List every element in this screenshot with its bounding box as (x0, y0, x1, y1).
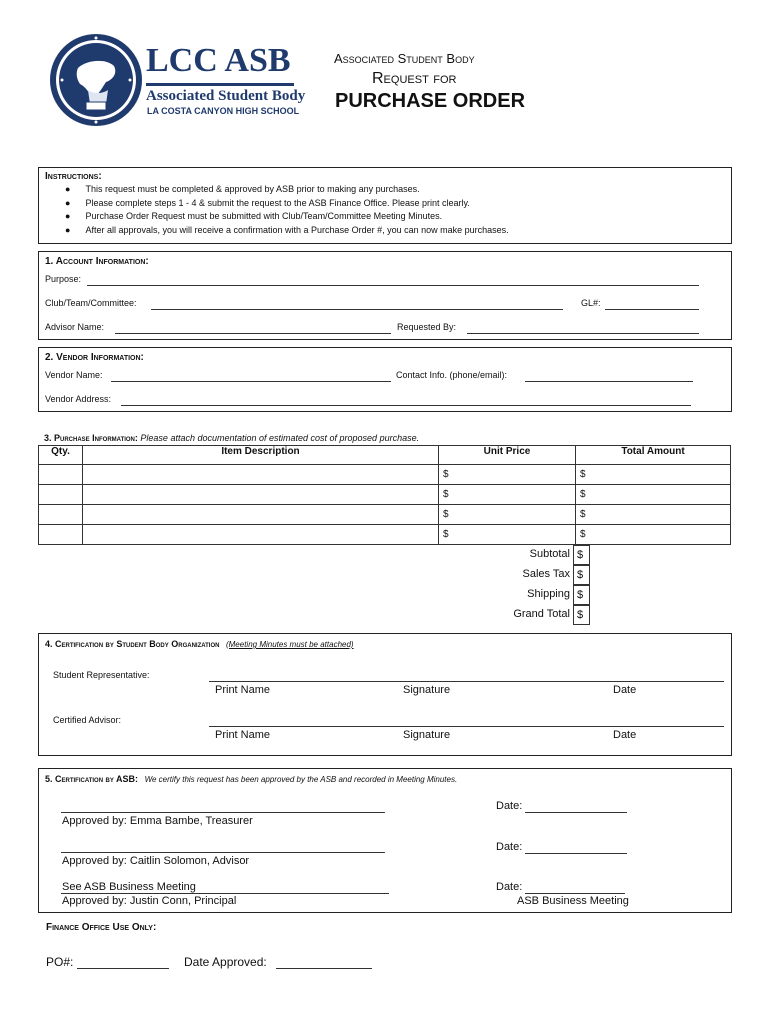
header-line2: Request for (372, 70, 457, 87)
item-cell[interactable] (83, 465, 439, 485)
totals-value-cell[interactable]: $ (573, 605, 590, 625)
col-total: Total Amount (576, 446, 731, 465)
logo-name: LCC ASB (146, 42, 291, 79)
col-unit-price: Unit Price (439, 446, 576, 465)
treasurer-approval: Approved by: Emma Bambe, Treasurer (62, 815, 253, 827)
unit-price-cell[interactable]: $ (439, 485, 576, 505)
certification-heading: 4. Certification by Student Body Organization (45, 639, 220, 649)
totals-label: Grand Total (513, 608, 570, 620)
student-date: Date (613, 684, 637, 696)
student-signature: Signature (403, 684, 451, 696)
advisor-date: Date (613, 729, 637, 741)
account-section (38, 251, 732, 340)
certification-section (38, 633, 732, 756)
advisor-approval-line[interactable] (61, 852, 385, 853)
total-cell[interactable]: $ (576, 465, 731, 485)
advisor-date-field[interactable] (525, 853, 627, 854)
principal-date-label: Date: (496, 881, 523, 893)
table-row (39, 505, 731, 525)
qty-cell[interactable] (39, 525, 83, 545)
logo-school: LA COSTA CANYON HIGH SCHOOL (147, 106, 300, 116)
vendor-heading: 2. Vendor Information: (45, 352, 144, 363)
page-title: PURCHASE ORDER (335, 90, 526, 112)
advisor-signature: Signature (403, 729, 451, 741)
totals-row (438, 605, 589, 625)
asb-heading: 5. Certification by ASB: (45, 774, 139, 784)
totals-value-cell[interactable]: $ (573, 545, 590, 565)
asb-seal-icon (48, 30, 144, 130)
asb-section (38, 768, 732, 913)
header-line1: Associated Student Body (334, 51, 475, 66)
purpose-label: Purpose: (45, 274, 82, 284)
treasurer-signature-line[interactable] (61, 812, 385, 813)
instructions-box (38, 167, 732, 244)
advisor-cert-label: Certified Advisor: (53, 715, 122, 725)
asb-note: We certify this request has been approved by the ASB and recorded in Meeting Minutes. (144, 775, 458, 784)
purpose-field[interactable] (87, 285, 699, 286)
requested-field[interactable] (467, 333, 699, 334)
student-print-name: Print Name (215, 684, 271, 696)
unit-price-cell[interactable]: $ (439, 505, 576, 525)
student-signature-line[interactable] (209, 681, 724, 682)
finance-heading: Finance Office Use Only: (46, 922, 157, 933)
certification-heading-row (45, 639, 354, 649)
totals-label: Shipping (527, 588, 570, 600)
contact-field[interactable] (525, 381, 693, 382)
date-approved-field[interactable] (276, 968, 372, 969)
logo-rule (146, 83, 294, 86)
requested-label: Requested By: (397, 322, 457, 332)
list-item: ● After all approvals, you will receive a confirmation with a Purchase Order #, you can now make purchases. (65, 224, 509, 235)
list-item: ● Please complete steps 1 - 4 & submit the request to the ASB Finance Office. Please print clearly. (65, 197, 470, 208)
col-item: Item Description (83, 446, 439, 465)
unit-price-cell[interactable]: $ (439, 525, 576, 545)
qty-cell[interactable] (39, 465, 83, 485)
totals-value-cell[interactable]: $ (573, 565, 590, 585)
table-row (39, 525, 731, 545)
totals-value-cell[interactable]: $ (573, 585, 590, 605)
totals-row (438, 585, 589, 605)
totals-label: Subtotal (529, 548, 570, 560)
asb-heading-row (45, 774, 457, 784)
treasurer-date-field[interactable] (525, 812, 627, 813)
unit-price-cell[interactable]: $ (439, 465, 576, 485)
club-label: Club/Team/Committee: (45, 298, 137, 308)
treasurer-date-label: Date: (496, 800, 523, 812)
item-cell[interactable] (83, 525, 439, 545)
gl-label: GL#: (581, 298, 601, 308)
vendor-address-label: Vendor Address: (45, 394, 112, 404)
meeting-date-text: ASB Business Meeting (517, 895, 629, 907)
item-cell[interactable] (83, 485, 439, 505)
principal-date-field[interactable] (525, 893, 625, 894)
date-approved-label: Date Approved: (184, 955, 267, 969)
vendor-address-field[interactable] (121, 405, 691, 406)
totals-row (438, 545, 589, 565)
total-cell[interactable]: $ (576, 485, 731, 505)
item-cell[interactable] (83, 505, 439, 525)
vendor-section (38, 347, 732, 412)
table-row (39, 485, 731, 505)
see-meeting-text: See ASB Business Meeting (62, 881, 196, 893)
advisor-print-name: Print Name (215, 729, 271, 741)
total-cell[interactable]: $ (576, 505, 731, 525)
purchase-note: Please attach documentation of estimated cost of proposed purchase. (140, 433, 420, 443)
logo-subtitle: Associated Student Body (146, 88, 306, 104)
vendor-name-label: Vendor Name: (45, 370, 103, 380)
contact-label: Contact Info. (phone/email): (396, 370, 508, 380)
purchase-heading: 3. Purchase Information: (44, 433, 138, 443)
advisor-signature-line[interactable] (209, 726, 724, 727)
account-heading: 1. Account Information: (45, 256, 149, 267)
qty-cell[interactable] (39, 485, 83, 505)
po-label: PO#: (46, 955, 74, 969)
principal-signature-line[interactable] (61, 893, 389, 894)
purchase-heading-row (44, 433, 419, 443)
gl-field[interactable] (605, 309, 699, 310)
instructions-list (65, 183, 509, 237)
totals-label: Sales Tax (522, 568, 570, 580)
advisor-date-label: Date: (496, 841, 523, 853)
total-cell[interactable]: $ (576, 525, 731, 545)
col-qty: Qty. (39, 446, 83, 465)
student-rep-label: Student Representative: (53, 670, 150, 680)
advisor-label: Advisor Name: (45, 322, 105, 332)
advisor-field[interactable] (115, 333, 391, 334)
qty-cell[interactable] (39, 505, 83, 525)
po-field[interactable] (77, 968, 169, 969)
principal-approval: Approved by: Justin Conn, Principal (62, 895, 237, 907)
logo (48, 30, 306, 130)
club-field[interactable] (151, 309, 563, 310)
advisor-approval: Approved by: Caitlin Solomon, Advisor (62, 855, 250, 867)
totals-row (438, 565, 589, 585)
purchase-table (38, 445, 731, 545)
table-row (39, 465, 731, 485)
list-item: ● This request must be completed & approved by ASB prior to making any purchases. (65, 184, 420, 194)
vendor-name-field[interactable] (111, 381, 391, 382)
certification-note: (Meeting Minutes must be attached) (225, 640, 354, 649)
instructions-heading: Instructions: (45, 171, 102, 182)
list-item: ● Purchase Order Request must be submitted with Club/Team/Committee Meeting Minutes. (65, 211, 443, 221)
